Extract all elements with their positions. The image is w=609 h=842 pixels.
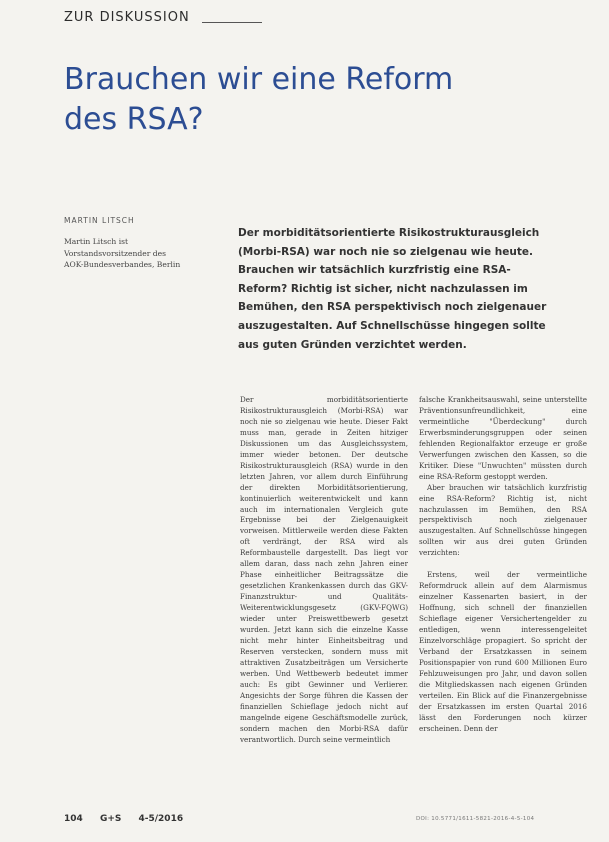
doi: DOI: 10.5771/1611-5821-2016-4-5-104 xyxy=(416,816,535,822)
body-paragraph: Der morbiditätsorientierte Risikostrukturausgleich (Morbi-RSA) war noch nie so zielgenau wie heute. Dieser Fakt muss man, gerade in Zeiten hitziger Diskussionen um das Ausgleichssystem, immer wieder betonen. Der deutsche Risikostrukturausgleich (RSA) wurde in den letzten Jahren, vor allem durch Einführung der direkten Morbiditätsorientierung, kontinuierlich weiterentwickelt und kann auch im internationalen Vergleich gute Ergebnisse bei der Zielgenauigkeit vorweisen. Mittlerweile werden diese Fakten oft verdrängt, der RSA wird als Reformbaustelle dargestellt. Das liegt vor allem daran, dass nach zehn Jahren einer Phase einheitlicher Beitragssätze die gesetzlichen Krankenkassen durch das GKV-Finanzstruktur- und Qualitäts-Weiterentwicklungsgesetz (GKV-FQWG) wieder unter Preiswettbewerb gesetzt wurden. Jetzt kann sich die einzelne Kasse nicht mehr hinter Einheitsbeitrag und Reserven verstecken, sondern muss mit attraktiven Zusatzbeiträgen um Versicherte werben. Und Wettbewerb bedeutet immer auch: Es gibt Gewinner und Verlierer. Angesichts der Sorge führen die Kassen der finanziellen Schieflage jedoch nicht auf mangelnde eigene Geschäftsmodelle zurück, sondern machen den Morbi-RSA dafür verantwortlich. Durch seine vermeintlich xyxy=(240,395,408,744)
body-paragraph: Erstens, weil der vermeintliche Reformdruck allein auf dem Alarmismus einzelner Kassenarten basiert, in der Hoffnung, sich schnell der finanziellen Schieflage eigener Versichertengelder zu entledigen, wenn interessengeleitet Einzelvorschläge propagiert. So spricht der Verband der Ersatzkassen in seinem Positionspapier von rund 600 Millionen Euro Fehlzuweisungen pro Jahr, und davon sollen die Mitgliedskassen nach eigenen Gründen verteilen. Ein Blick auf die Finanzergebnisse der Ersatzkassen im ersten Quartal 2016 lässt den Forderungen noch kürzer erscheinen. Denn der xyxy=(419,570,587,733)
body-paragraph: falsche Krankheitsauswahl, seine unterstellte Präventionsunfreundlichkeit, eine vermeintliche "Überdeckung" durch Erwerbsminderungsgruppen oder seinen fehlenden Regionalfaktor erzeuge er große Verwerfungen zwischen den Kassen, so die Kritiker. Diese "Unwuchten" müssten durch eine RSA-Reform gestoppt werden. xyxy=(419,395,587,481)
page-footer xyxy=(64,814,197,824)
body-column-right xyxy=(419,395,587,785)
author-bio: Martin Litsch ist Vorstandsvorsitzender des AOK-Bundesverbandes, Berlin xyxy=(64,237,181,269)
lead-paragraph: Der morbiditätsorientierte Risikostrukturausgleich (Morbi-RSA) war noch nie so zielgenau wie heute. Brauchen wir tatsächlich kurzfristig eine RSA-Reform? Richtig ist sicher, nicht nachzulassen im Bemühen, den RSA perspektivisch noch zielgenauer auszugestalten. Auf Schnellschüsse hingegen sollte aus guten Gründen verzichtet werden. xyxy=(238,227,547,351)
headline: Brauchen wir eine Reform des RSA? xyxy=(64,62,454,137)
section-rule xyxy=(202,22,262,23)
author-name: MARTIN LITSCH xyxy=(64,216,135,225)
body-paragraph: Aber brauchen wir tatsächlich kurzfristig eine RSA-Reform? Richtig ist, nicht nachzulassen im Bemühen, den RSA perspektivisch noch zielgenauer auszugestalten. Auf Schnellschüsse hingegen sollten wir aus drei guten Gründen verzichten: xyxy=(419,482,587,558)
section-label: ZUR DISKUSSION xyxy=(64,10,190,25)
journal-name: G+S xyxy=(99,814,122,824)
page-number: 104 xyxy=(64,814,83,824)
issue-number: 4-5/2016 xyxy=(138,814,184,824)
body-column-left xyxy=(240,395,408,785)
